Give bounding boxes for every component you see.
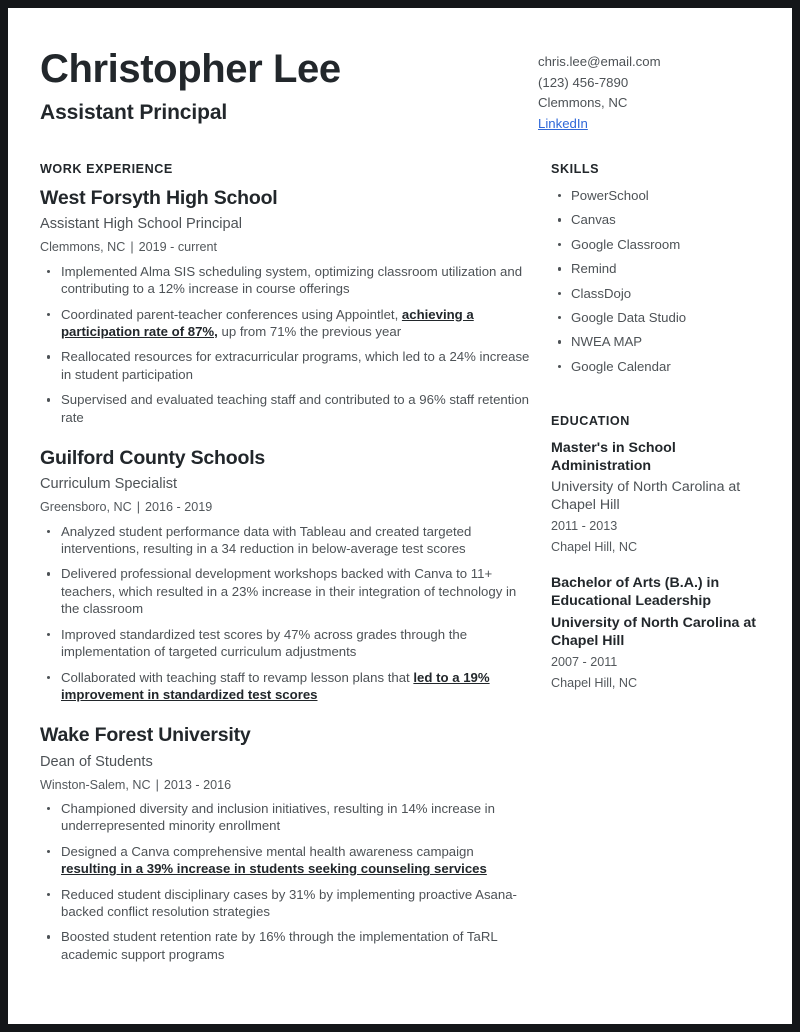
bullet-text: Supervised and evaluated teaching staff and contributed to a 96% staff retention rate xyxy=(61,392,529,425)
job-bullet xyxy=(40,800,532,835)
bullet-text: Implemented Alma SIS scheduling system, optimizing classroom utilization and contributing to a 12% increase in course offerings xyxy=(61,263,523,297)
skill-item: NWEA MAP xyxy=(551,334,774,350)
job-bullet-list xyxy=(40,800,532,963)
job-bullet xyxy=(40,306,532,341)
job-meta xyxy=(40,777,532,793)
education-entry xyxy=(551,575,774,691)
candidate-title: Assistant Principal xyxy=(40,101,228,125)
education-location: Chapel Hill, NC xyxy=(551,540,638,555)
job-entry xyxy=(40,186,532,426)
meta-separator: | xyxy=(136,500,140,515)
contact-location: Clemmons, NC xyxy=(538,95,628,110)
education-list xyxy=(551,440,774,691)
job-bullet xyxy=(40,626,532,661)
job-bullet xyxy=(40,523,532,558)
education-years: 2007 - 2011 xyxy=(551,654,618,669)
bullet-text: Improved standardized test scores by 47% across grades through the implementation of targeted curriculum adjustments xyxy=(61,626,468,660)
candidate-name: Christopher Lee xyxy=(40,47,341,91)
skills-list xyxy=(551,188,774,375)
skill-item: PowerSchool xyxy=(551,188,774,204)
contact-block xyxy=(537,46,770,134)
job-dates: 2019 - current xyxy=(138,240,218,255)
bullet-highlight: resulting in a 39% increase in students seeking counseling services xyxy=(61,861,487,877)
job-bullet xyxy=(40,263,532,298)
job-bullet xyxy=(40,886,532,921)
education-degree: Master's in School Administration xyxy=(551,440,676,474)
job-location: Greensboro, NC xyxy=(40,500,132,515)
education-heading: EDUCATION xyxy=(551,414,630,429)
bullet-text: Coordinated parent-teacher conferences using Appointlet, xyxy=(61,306,402,322)
education-years: 2011 - 2013 xyxy=(551,519,618,534)
job-company: Guilford County Schools xyxy=(40,446,266,469)
work-experience-heading: WORK EXPERIENCE xyxy=(40,162,173,176)
education-entry xyxy=(551,440,774,556)
job-bullet-list xyxy=(40,263,532,426)
skill-item: Canvas xyxy=(551,212,774,228)
job-role: Curriculum Specialist xyxy=(40,476,178,493)
job-dates: 2016 - 2019 xyxy=(144,500,213,515)
linkedin-link[interactable]: LinkedIn xyxy=(538,115,588,131)
job-meta xyxy=(40,239,532,255)
bullet-highlight: led to a 19% improvement in standardized test scores xyxy=(61,669,490,702)
resume-body xyxy=(40,162,770,963)
job-location: Winston-Salem, NC xyxy=(40,777,151,792)
job-dates: 2013 - 2016 xyxy=(163,777,232,792)
job-bullet-list xyxy=(40,523,532,704)
education-school: University of North Carolina at Chapel Hill xyxy=(551,614,756,649)
work-experience-column xyxy=(40,162,550,963)
bullet-highlight: achieving a participation rate of 87%, xyxy=(61,306,474,339)
education-degree: Bachelor of Arts (B.A.) in Educational Leadership xyxy=(551,575,720,609)
contact-email[interactable]: chris.lee@email.com xyxy=(538,54,661,69)
bullet-text: Championed diversity and inclusion initiatives, resulting in 14% increase in underrepresented minority enrollment xyxy=(61,801,495,834)
resume-sheet xyxy=(8,8,792,1024)
skill-item: ClassDojo xyxy=(551,286,774,302)
identity-block xyxy=(40,46,341,126)
job-company: West Forsyth High School xyxy=(40,187,278,209)
skill-item: Google Calendar xyxy=(551,359,774,375)
bullet-text: Reduced student disciplinary cases by 31% by implementing proactive Asana-backed conflict resolution strategies xyxy=(61,886,517,920)
skill-item: Google Classroom xyxy=(551,237,774,253)
skills-heading: SKILLS xyxy=(551,162,600,176)
meta-separator: | xyxy=(130,240,134,255)
bullet-text: Boosted student retention rate by 16% through the implementation of TaRL academic support programs xyxy=(61,929,498,962)
job-bullet xyxy=(40,928,532,963)
sidebar-column xyxy=(550,162,774,692)
skill-item: Google Data Studio xyxy=(551,310,774,326)
job-bullet xyxy=(40,391,532,426)
education-location: Chapel Hill, NC xyxy=(551,675,638,690)
job-company: Wake Forest University xyxy=(40,724,251,747)
bullet-text: Delivered professional development workshops backed with Canva to 11+ teachers, which resulted in a 23% increase in their integration of technology in the classroom xyxy=(61,566,517,617)
job-bullet xyxy=(40,843,532,878)
job-meta xyxy=(40,499,532,515)
bullet-text: Collaborated with teaching staff to revamp lesson plans that xyxy=(61,669,414,685)
bullet-text: Designed a Canva comprehensive mental health awareness campaign xyxy=(61,843,474,859)
job-bullet xyxy=(40,565,532,617)
education-school: University of North Carolina at Chapel Hill xyxy=(551,479,741,514)
bullet-text: Reallocated resources for extracurricular programs, which led to a 24% increase in student participation xyxy=(61,349,530,382)
job-role: Dean of Students xyxy=(40,753,153,770)
resume-header xyxy=(40,46,770,138)
bullet-text-tail: up from 71% the previous year xyxy=(217,323,402,339)
skill-item: Remind xyxy=(551,261,774,277)
meta-separator: | xyxy=(155,777,159,792)
job-entry xyxy=(40,723,532,963)
job-role: Assistant High School Principal xyxy=(40,216,242,233)
bullet-text: Analyzed student performance data with Tableau and created targeted interventions, resulting in a 34 reduction in below-average test scores xyxy=(61,523,472,557)
job-list xyxy=(40,186,532,963)
job-bullet xyxy=(40,669,532,704)
contact-phone[interactable]: (123) 456-7890 xyxy=(538,74,629,90)
job-bullet xyxy=(40,348,532,383)
sidebar-spacer xyxy=(551,383,774,414)
job-location: Clemmons, NC xyxy=(40,240,126,255)
job-entry xyxy=(40,446,532,703)
